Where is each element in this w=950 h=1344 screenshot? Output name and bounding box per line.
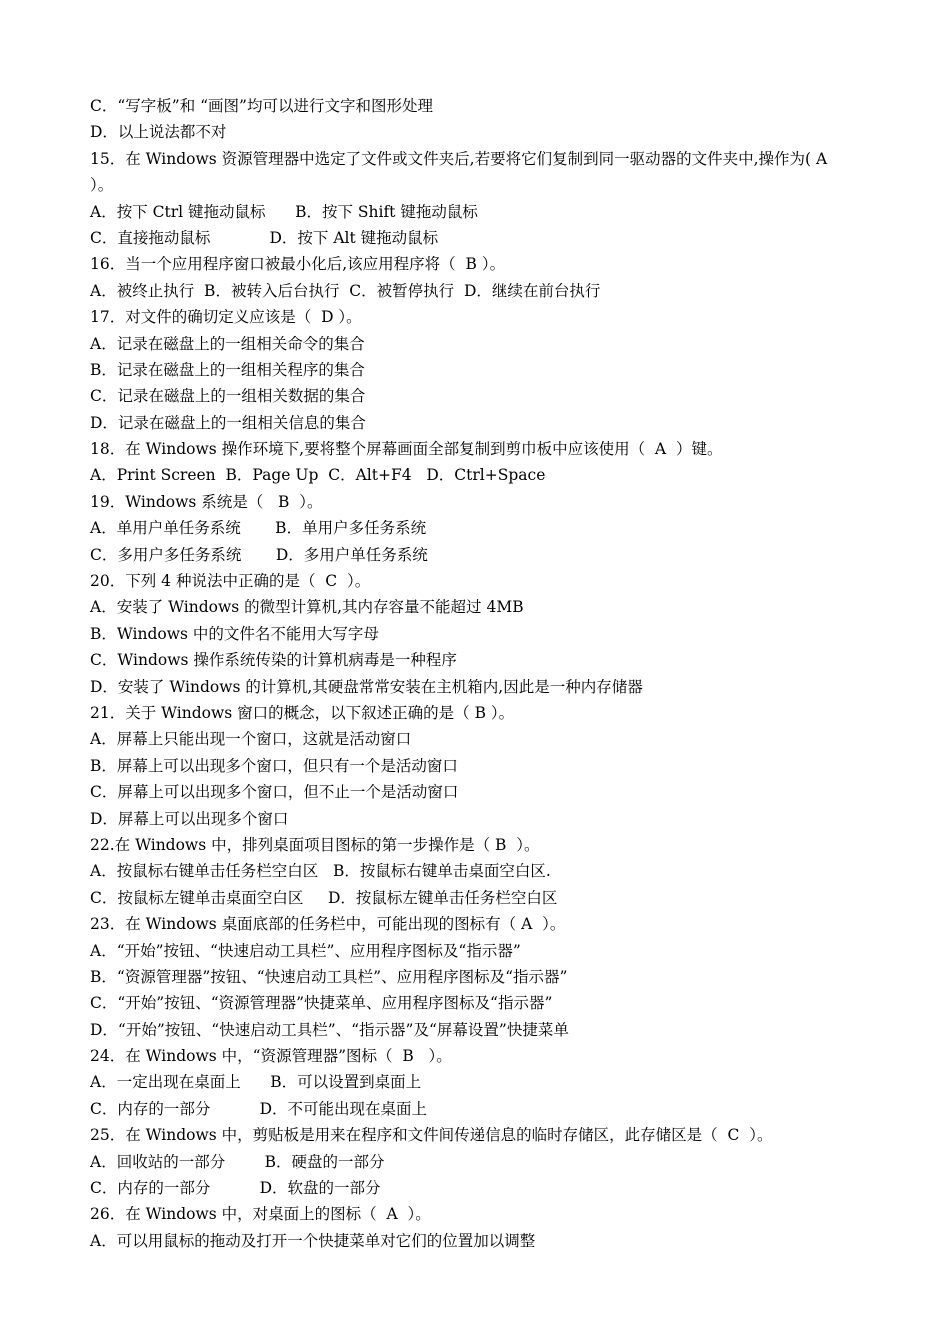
option-line: B．Windows 中的文件名不能用大写字母 (90, 624, 379, 643)
option-line: A．记录在磁盘上的一组相关命令的集合 (90, 334, 365, 353)
option-line: C．内存的一部分 D．软盘的一部分 (90, 1179, 381, 1198)
option-line: A．一定出现在桌面上 B．可以设置到桌面上 (90, 1073, 422, 1092)
option-line: B．屏幕上可以出现多个窗口，但只有一个是活动窗口 (90, 756, 458, 775)
option-line: C．“开始”按钮、“资源管理器”快捷菜单、应用程序图标及“指示器” (90, 994, 553, 1013)
option-line: A．可以用鼠标的拖动及打开一个快捷菜单对它们的位置加以调整 (90, 1231, 536, 1250)
option-line: C．屏幕上可以出现多个窗口，但不止一个是活动窗口 (90, 783, 459, 802)
text-line: ）。 (90, 176, 114, 195)
option-line: A．“开始”按钮、“快速启动工具栏”、应用程序图标及“指示器” (90, 941, 521, 960)
option-line: C．记录在磁盘上的一组相关数据的集合 (90, 387, 366, 406)
question-25: 25．在 Windows 中，剪贴板是用来在程序和文件间传递信息的临时存储区，此存储区是（ C ）。 (90, 1126, 773, 1145)
question-17: 17．对文件的确切定义应该是（ D ）。 (90, 308, 362, 327)
option-line: B．记录在磁盘上的一组相关程序的集合 (90, 360, 365, 379)
question-15: 15．在 Windows 资源管理器中选定了文件或文件夹后,若要将它们复制到同一驱动器的文件夹中,操作为( A (90, 149, 828, 168)
option-line: A．回收站的一部分 B．硬盘的一部分 (90, 1152, 385, 1171)
option-line: A．Print Screen B．Page Up C．Alt+F4 D．Ctrl+Space (90, 466, 546, 485)
question-26: 26．在 Windows 中，对桌面上的图标（ A ）。 (90, 1205, 431, 1224)
question-24: 24．在 Windows 中，“资源管理器”图标（ B ）。 (90, 1047, 452, 1066)
option-line: A．安装了 Windows 的微型计算机,其内存容量不能超过 4MB (90, 598, 524, 617)
document-page (90, 93, 880, 1254)
text-line: C．“写字板”和 “画图”均可以进行文字和图形处理 (90, 97, 433, 115)
question-16: 16．当一个应用程序窗口被最小化后,该应用程序将（ B ）。 (90, 255, 506, 274)
option-line: C．按鼠标左键单击桌面空白区 D．按鼠标左键单击任务栏空白区 (90, 888, 558, 907)
option-line: A．按下 Ctrl 键拖动鼠标 B．按下 Shift 键拖动鼠标 (90, 202, 478, 221)
question-18: 18．在 Windows 操作环境下,要将整个屏幕画面全部复制到剪巾板中应该使用（ A ）键。 (90, 440, 723, 459)
option-line: C．内存的一部分 D．不可能出现在桌面上 (90, 1099, 428, 1118)
question-20: 20．下列 4 种说法中正确的是（ C ）。 (90, 572, 371, 591)
option-line: B．“资源管理器”按钮、“快速启动工具栏”、应用程序图标及“指示器” (90, 967, 568, 986)
option-line: D．“开始”按钮、“快速启动工具栏”、“指示器”及“屏幕设置”快捷菜单 (90, 1020, 569, 1039)
option-line: A．屏幕上只能出现一个窗口，这就是活动窗口 (90, 730, 412, 749)
question-19: 19．Windows 系统是（ B ）。 (90, 492, 323, 511)
option-line: A．单用户单任务系统 B．单用户多任务系统 (90, 519, 427, 538)
option-line: D．记录在磁盘上的一组相关信息的集合 (90, 413, 366, 432)
option-line: D．屏幕上可以出现多个窗口 (90, 809, 289, 828)
option-line: C．多用户多任务系统 D．多用户单任务系统 (90, 545, 428, 564)
option-line: A．被终止执行 B．被转入后台执行 C．被暂停执行 D．继续在前台执行 (90, 281, 601, 300)
option-line: C．直接拖动鼠标 D．按下 Alt 键拖动鼠标 (90, 228, 439, 247)
question-22: 22.在 Windows 中，排列桌面项目图标的第一步操作是（ B ）。 (90, 835, 540, 854)
option-line: A．按鼠标右键单击任务栏空白区 B．按鼠标右键单击桌面空白区. (90, 862, 551, 881)
option-line: C．Windows 操作系统传染的计算机病毒是一种程序 (90, 651, 457, 670)
text-line: D．以上说法都不对 (90, 123, 227, 142)
question-21: 21．关于 Windows 窗口的概念，以下叙述正确的是（ B ）。 (90, 703, 515, 722)
question-23: 23．在 Windows 桌面底部的任务栏中，可能出现的图标有（ A ）。 (90, 915, 566, 934)
option-line: D．安装了 Windows 的计算机,其硬盘常常安装在主机箱内,因此是一种内存储器 (90, 677, 643, 696)
